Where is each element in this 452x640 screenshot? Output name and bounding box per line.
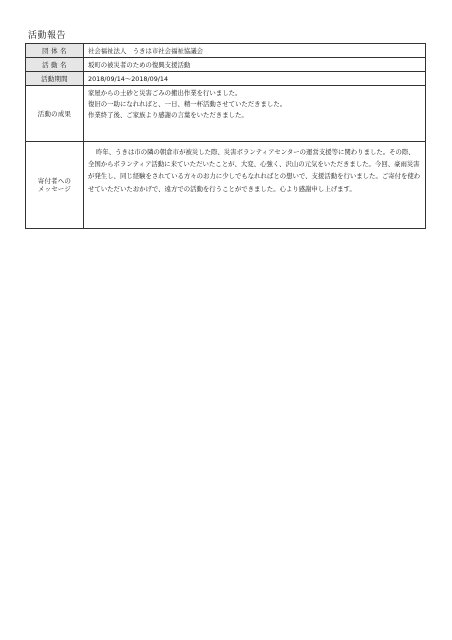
period-row: [26, 72, 426, 86]
organization-row: [26, 44, 426, 58]
activity-report-table: [25, 43, 426, 229]
message-label: [26, 142, 84, 229]
results-line: 作業終了後、ご家族より感謝の言葉をいただきました。: [88, 111, 248, 119]
results-label: 活動の成果: [26, 86, 84, 142]
message-row: [26, 142, 426, 229]
results-value: [84, 86, 426, 142]
activity-row: [26, 58, 426, 72]
message-label-line: 寄付者への: [37, 177, 72, 185]
results-line: 家屋からの土砂と災害ごみの搬出作業を行いました。: [88, 89, 242, 97]
results-line: 復旧の一助になれればと、一日、精一杯活動させていただきました。: [88, 100, 287, 108]
message-label-line: メッセージ: [37, 185, 72, 193]
activity-value: 坂町の被災者のための復興支援活動: [84, 58, 426, 72]
organization-label: 団 体 名: [26, 44, 84, 58]
organization-value: 社会福祉法人 うきは市社会福祉協議会: [84, 44, 426, 58]
results-row: [26, 86, 426, 142]
activity-label: 活 動 名: [26, 58, 84, 72]
period-value: 2018/09/14～2018/09/14: [84, 72, 426, 86]
message-text: 昨年、うきは市の隣の朝倉市が被災した際、災害ボランティアセンターの運営支援等に関わりました。その際、全国からボランティア活動に来ていただいたことが、大変、心強く、沢山の元気をいただきました。今回、豪雨災害が発生し、同じ経験をされている方々のお力に少しでもなれればとの想いで、支援活動を行いました。ご寄付を使わせていただいたおかげで、遠方での活動を行うことができました。心より感謝申し上げます。: [84, 142, 426, 229]
page-title: 活動報告: [28, 31, 67, 41]
period-label: 活動期間: [26, 72, 84, 86]
